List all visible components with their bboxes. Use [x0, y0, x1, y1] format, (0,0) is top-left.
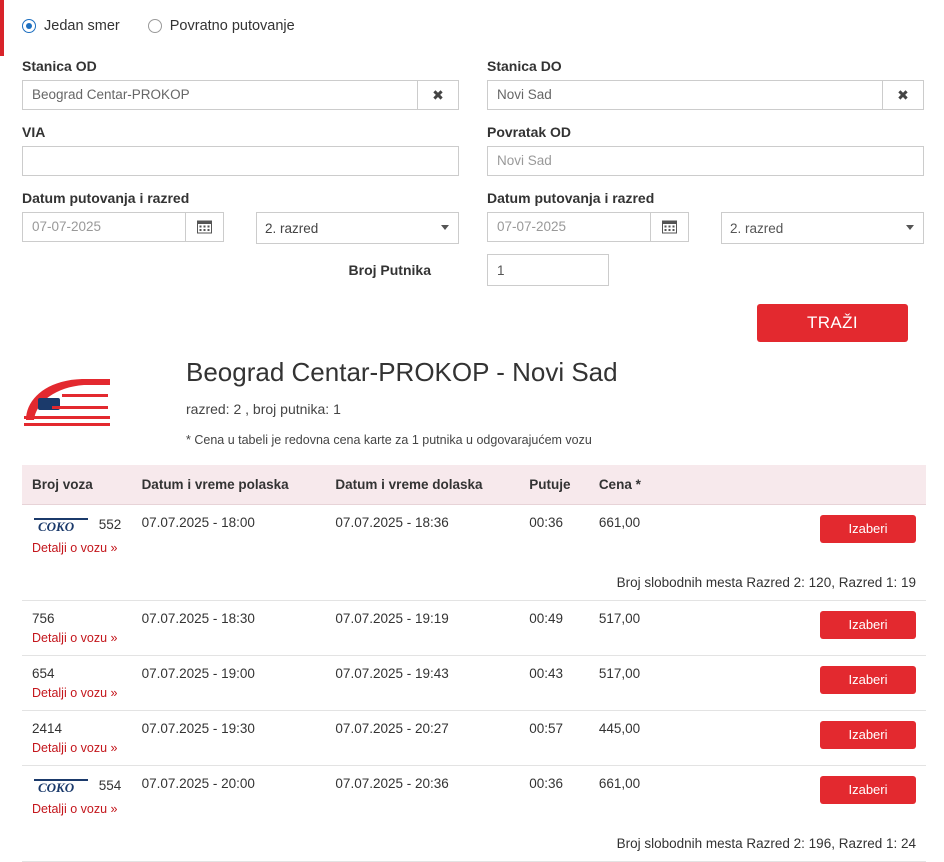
coko-logo-icon — [32, 515, 90, 536]
select-button[interactable]: Izaberi — [820, 776, 916, 804]
left-accent-strip — [0, 0, 4, 56]
label-station-to: Stanica DO — [487, 58, 562, 74]
cell-price: 661,00 — [598, 775, 641, 791]
seats-availability: Broj slobodnih mesta Razred 2: 196, Razred 1: 24 — [22, 826, 926, 862]
cell-train-no — [22, 504, 132, 565]
results-price-note: * Cena u tabeli je redovna cena karte za 1 putnika u odgovarajućem vozu — [186, 432, 592, 447]
seats-availability: Broj slobodnih mesta Razred 2: 120, Razred 1: 19 — [22, 565, 926, 601]
label-via: VIA — [22, 124, 46, 140]
train-details-link[interactable]: Detalji o vozu » — [32, 685, 118, 700]
return-class-wrap — [721, 212, 924, 244]
depart-class-wrap — [256, 212, 459, 244]
search-button-row — [22, 286, 926, 342]
svg-text:COKO: COKO — [38, 518, 75, 534]
station-to-input[interactable]: Novi Sad — [487, 80, 883, 110]
train-number: 552 — [98, 516, 122, 532]
cell-duration: 00:36 — [529, 775, 564, 791]
calendar-icon-depart[interactable] — [186, 212, 224, 242]
cell-train-no — [22, 655, 132, 710]
clear-station-to-icon[interactable]: ✖ — [883, 80, 924, 110]
search-button[interactable]: TRAŽI — [757, 304, 908, 342]
cell-duration: 00:36 — [529, 514, 564, 530]
cell-action — [747, 504, 926, 565]
station-from-row — [22, 80, 459, 110]
cell-arrival: 07.07.2025 - 19:19 — [325, 600, 519, 655]
cell-arrival: 07.07.2025 - 20:36 — [335, 775, 449, 791]
cell-train-no — [22, 765, 132, 826]
train-details-link[interactable]: Detalji o vozu » — [32, 801, 118, 816]
cell-train-no — [22, 600, 132, 655]
via-row — [22, 146, 459, 176]
col-train-no: Broj voza — [22, 465, 132, 505]
table-row-seats — [22, 565, 926, 601]
cell-arrival: 07.07.2025 - 19:43 — [325, 655, 519, 710]
select-button[interactable]: Izaberi — [820, 721, 916, 749]
select-button[interactable]: Izaberi — [820, 666, 916, 694]
cell-action — [747, 710, 926, 765]
depart-date-group — [22, 212, 224, 242]
train-number: 756 — [32, 610, 55, 626]
coko-logo-icon — [32, 776, 90, 797]
cell-duration: 00:49 — [519, 600, 589, 655]
trip-type-round-trip[interactable] — [148, 18, 295, 34]
return-date-class-row — [487, 212, 924, 244]
form-column-return — [487, 58, 924, 244]
table-row[interactable] — [22, 504, 926, 565]
col-departure: Datum i vreme polaska — [132, 465, 326, 505]
table-row[interactable] — [22, 600, 926, 655]
results-table-wrap — [22, 465, 926, 862]
cell-price: 517,00 — [589, 655, 747, 710]
radio-round-trip-icon[interactable] — [148, 19, 162, 33]
col-duration: Putuje — [519, 465, 589, 505]
results-summary — [172, 358, 618, 447]
svg-text:COKO: COKO — [38, 779, 75, 795]
train-number: 654 — [32, 665, 55, 681]
results-table-head — [22, 465, 926, 505]
cell-departure: 07.07.2025 - 18:00 — [141, 514, 255, 530]
results-header — [0, 342, 944, 447]
cell-action — [747, 600, 926, 655]
col-price: Cena * — [589, 465, 747, 505]
train-details-link[interactable]: Detalji o vozu » — [32, 740, 118, 755]
cell-departure: 07.07.2025 - 20:00 — [141, 775, 255, 791]
train-number: 2414 — [32, 720, 63, 736]
train-details-link[interactable]: Detalji o vozu » — [32, 540, 118, 555]
trip-type-round-trip-label: Povratno putovanje — [169, 18, 295, 34]
label-return-date-class: Datum putovanja i razred — [487, 190, 655, 206]
calendar-icon-return[interactable] — [651, 212, 689, 242]
table-row-seats — [22, 826, 926, 862]
form-grid — [22, 58, 926, 244]
via-input[interactable] — [22, 146, 459, 176]
train-details-link[interactable]: Detalji o vozu » — [32, 630, 118, 645]
return-class-select[interactable] — [721, 212, 924, 244]
depart-date-class-row — [22, 212, 459, 244]
train-number: 554 — [98, 777, 122, 793]
cell-arrival: 07.07.2025 - 18:36 — [335, 514, 449, 530]
clear-station-from-icon[interactable]: ✖ — [418, 80, 459, 110]
results-title: Beograd Centar-PROKOP - Novi Sad — [186, 357, 618, 387]
train-illustration-icon — [22, 358, 172, 447]
table-row[interactable] — [22, 710, 926, 765]
return-date-input[interactable]: 07-07-2025 — [487, 212, 651, 242]
depart-class-select[interactable] — [256, 212, 459, 244]
form-column-outbound — [22, 58, 459, 244]
cell-duration: 00:57 — [519, 710, 589, 765]
cell-duration: 00:43 — [519, 655, 589, 710]
table-row[interactable] — [22, 765, 926, 826]
trip-type-one-way-label: Jedan smer — [44, 18, 120, 34]
label-station-from: Stanica OD — [22, 58, 97, 74]
results-table-body — [22, 504, 926, 861]
cell-price: 445,00 — [589, 710, 747, 765]
station-from-input[interactable]: Beograd Centar-PROKOP — [22, 80, 418, 110]
cell-departure: 07.07.2025 - 19:30 — [132, 710, 326, 765]
results-subtitle: razred: 2 , broj putnika: 1 — [186, 400, 341, 417]
trip-type-one-way[interactable] — [22, 18, 120, 34]
label-return-from: Povratak OD — [487, 124, 572, 140]
cell-action — [747, 655, 926, 710]
label-passengers: Broj Putnika — [348, 262, 431, 278]
radio-one-way-icon[interactable] — [22, 19, 36, 33]
col-action — [747, 465, 926, 505]
station-to-row — [487, 80, 924, 110]
cell-departure: 07.07.2025 - 18:30 — [132, 600, 326, 655]
cell-price: 517,00 — [589, 600, 747, 655]
return-from-row — [487, 146, 924, 176]
cell-price: 661,00 — [598, 514, 641, 530]
search-form — [0, 0, 944, 342]
cell-arrival: 07.07.2025 - 20:27 — [325, 710, 519, 765]
results-table — [22, 465, 926, 862]
table-header-row — [22, 465, 926, 505]
select-button[interactable]: Izaberi — [820, 515, 916, 543]
passengers-input[interactable] — [487, 254, 609, 286]
return-date-group — [487, 212, 689, 242]
cell-departure: 07.07.2025 - 19:00 — [132, 655, 326, 710]
cell-action — [747, 765, 926, 826]
return-from-input[interactable]: Novi Sad — [487, 146, 924, 176]
depart-date-input[interactable]: 07-07-2025 — [22, 212, 186, 242]
trip-type-group — [22, 18, 926, 34]
passengers-row — [22, 254, 926, 286]
table-row[interactable] — [22, 655, 926, 710]
label-depart-date-class: Datum putovanja i razred — [22, 190, 190, 206]
cell-train-no — [22, 710, 132, 765]
col-arrival: Datum i vreme dolaska — [325, 465, 519, 505]
select-button[interactable]: Izaberi — [820, 611, 916, 639]
